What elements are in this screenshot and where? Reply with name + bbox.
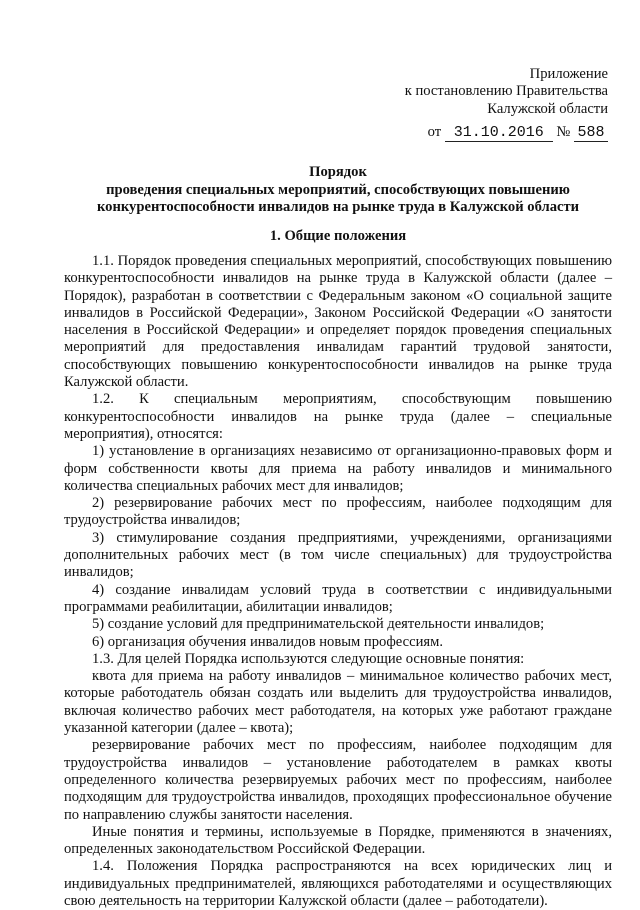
- definition: резервирование рабочих мест по профессиям, наиболее подходящим для трудоустройства инвалидов – установление работодателем в рамках квоты определенного количества резервируемых рабочих мест по профессиям, наиболее подходящим для трудоустройства инвалидов, проходящих профессиональное обучение по направлению службы занятости населения.: [64, 737, 612, 823]
- list-item: 5) создание условий для предпринимательской деятельности инвалидов;: [92, 616, 545, 633]
- resolution-number: 588: [574, 124, 608, 142]
- list-item: 1) установление в организациях независимо от организационно-правовых форм и форм собственности квоты для приема на работу инвалидов и минимального количества специальных рабочих мест для инвалидов;: [64, 443, 612, 494]
- appendix-line: Приложение: [529, 66, 608, 82]
- document-body: [64, 253, 612, 910]
- list-item: 2) резервирование рабочих мест по профессиям, наиболее подходящим для трудоустройства инвалидов;: [64, 495, 612, 529]
- list-item: 6) организация обучения инвалидов новым профессиям.: [92, 633, 443, 650]
- resolution-date: 31.10.2016: [445, 124, 553, 142]
- paragraph: 1.2. К специальным мероприятиям, способствующим повышению конкурентоспособности инвалидов на рынке труда (далее – специальные мероприятия), относятся:: [64, 391, 612, 442]
- title-line: Порядок: [309, 164, 367, 180]
- appendix-line: к постановлению Правительства: [404, 83, 608, 100]
- list-item: 3) стимулирование создания предприятиями, учреждениями, организациями дополнительных рабочих мест (в том числе специальных) для трудоустройства инвалидов;: [64, 529, 612, 581]
- appendix-line: Калужской области: [487, 100, 608, 117]
- appendix-block: [405, 66, 608, 118]
- paragraph: 1.1. Порядок проведения специальных мероприятий, способствующих повышению конкурентоспособности инвалидов на рынке труда в Калужской области (далее – Порядок), разработан в соответствии с Федеральным законом «О социальной защите инвалидов в Российской Федерации», Законом Российской Федерации «О занятости населения в Российской Федерации» и определяет порядок проведения специальных мероприятий для предоставления инвалидам гарантий трудовой занятости, способствующих повышению конкурентоспособности инвалидов на рынке труда Калужской области.: [64, 253, 612, 391]
- definition: квота для приема на работу инвалидов – минимальное количество рабочих мест, которые работодатель обязан создать или выделить для трудоустройства инвалидов, включая количество рабочих мест работодателя, на которых уже работают граждане указанной категории (далее – квота);: [64, 668, 612, 737]
- paragraph: Иные понятия и термины, используемые в Порядке, применяются в значениях, определенных законодательством Российской Федерации.: [64, 823, 612, 858]
- resolution-date-number: [428, 124, 608, 142]
- document-title: [64, 164, 612, 217]
- title-line: проведения специальных мероприятий, способствующих повышению: [106, 181, 570, 198]
- paragraph: 1.3. Для целей Порядка используются следующие основные понятия:: [92, 650, 525, 667]
- number-prefix: №: [556, 124, 571, 140]
- section-heading: 1. Общие положения: [269, 228, 407, 244]
- paragraph: 1.4. Положения Порядка распространяются на всех юридических лиц и индивидуальных предпринимателей, являющихся работодателями и осуществляющих свою деятельность на территории Калужской области (далее – работодатели).: [64, 858, 612, 909]
- list-item: 4) создание инвалидам условий труда в соответствии с индивидуальными программами реабилитации, абилитации инвалидов;: [64, 581, 612, 615]
- date-prefix: от: [427, 124, 442, 140]
- title-line: конкурентоспособности инвалидов на рынке труда в Калужской области: [96, 199, 580, 216]
